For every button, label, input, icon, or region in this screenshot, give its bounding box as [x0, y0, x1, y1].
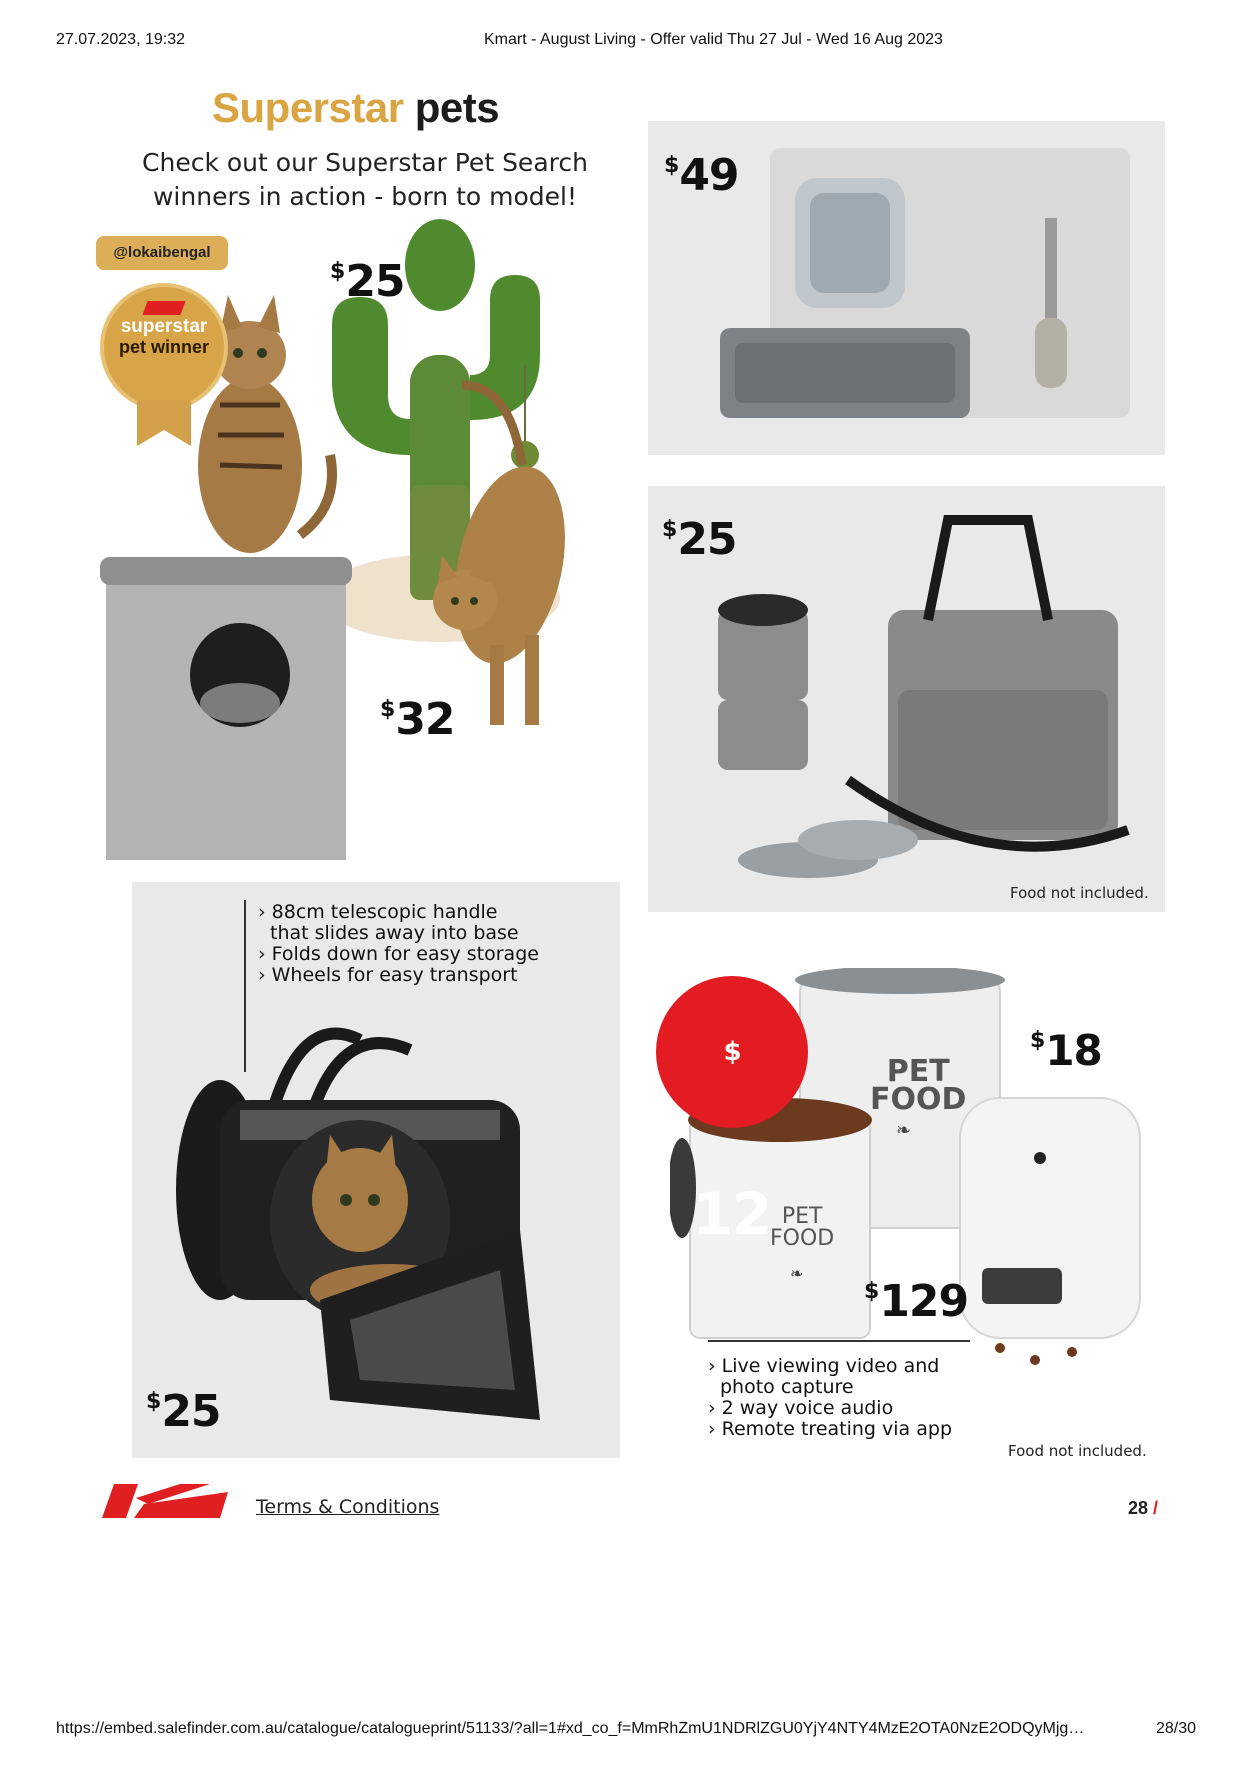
- price-pet-camera-feeder: $129: [864, 1276, 969, 1327]
- catalogue-page-number-value: 28: [1128, 1498, 1149, 1518]
- small-tin-label-line-2: FOOD: [770, 1226, 835, 1251]
- large-tin-label-line-1: PET: [886, 1054, 950, 1089]
- page-subtitle: Check out our Superstar Pet Search winners in action - born to model!: [142, 148, 588, 211]
- feeder-note: Food not included.: [1008, 1442, 1147, 1460]
- sale-price-value: 12: [692, 1180, 772, 1248]
- print-title: Kmart - August Living - Offer valid Thu 27 Jul - Wed 16 Aug 2023: [484, 31, 943, 48]
- price-travel-bag-value: 25: [677, 514, 737, 565]
- price-large-tin-value: 18: [1045, 1026, 1102, 1075]
- price-cat-ottoman: $32: [380, 694, 455, 745]
- price-litter-box: $49: [664, 150, 739, 201]
- feeder-feature-leader: [708, 1340, 970, 1342]
- litter-box-illustration: [700, 138, 1140, 438]
- badge-line-2: pet winner: [118, 337, 209, 357]
- page-number-slash: /: [1153, 1498, 1159, 1518]
- pet-carrier-illustration: [160, 1020, 620, 1450]
- small-tin-label-line-1: PET: [781, 1204, 823, 1229]
- price-travel-bag: $25: [662, 514, 737, 565]
- feeder-feature-1: › Live viewing video and: [708, 1355, 940, 1377]
- price-carrier-value: 25: [161, 1386, 221, 1437]
- sale-price-roundel: $ 12: [656, 976, 808, 1128]
- badge-ribbon: [137, 400, 191, 446]
- badge-line-1: superstar: [120, 316, 208, 337]
- terms-and-conditions-link[interactable]: Terms & Conditions: [256, 1496, 440, 1518]
- travel-bag-note: Food not included.: [1010, 884, 1149, 902]
- page-title: [212, 84, 499, 132]
- carrier-feature-3: › Folds down for easy storage: [258, 943, 539, 965]
- feeder-feature-3: › 2 way voice audio: [708, 1397, 894, 1419]
- title-part-2: pets: [414, 84, 500, 131]
- price-large-tin: $18: [1030, 1026, 1102, 1075]
- price-carrier: $25: [146, 1386, 221, 1437]
- travel-bag-illustration: [688, 500, 1148, 890]
- carrier-feature-4: › Wheels for easy transport: [258, 964, 518, 986]
- kmart-mini-logo: [142, 301, 185, 315]
- feeder-feature-2: photo capture: [720, 1376, 854, 1398]
- large-tin-label-line-2: FOOD: [870, 1082, 967, 1117]
- kmart-logo: [100, 1482, 230, 1520]
- catalogue-page-number: [1128, 1498, 1158, 1519]
- price-pet-camera-feeder-value: 129: [879, 1276, 969, 1327]
- price-cat-ottoman-value: 32: [395, 694, 455, 745]
- print-page-count: 28/30: [1156, 1720, 1197, 1737]
- print-datetime: 27.07.2023, 19:32: [56, 31, 186, 48]
- paw-icon: ❧: [896, 1120, 912, 1141]
- carrier-feature-2: that slides away into base: [270, 922, 519, 944]
- instagram-handle-tag: @lokaibengal: [96, 236, 228, 270]
- title-part-1: Superstar: [212, 84, 404, 131]
- superstar-badge-icon: [100, 283, 228, 411]
- price-litter-box-value: 49: [679, 150, 739, 201]
- price-cactus-scratcher: $25: [330, 256, 405, 307]
- print-url: https://embed.salefinder.com.au/catalogue/catalogueprint/51133/?all=1#xd_co_f=MmRhZmU1NDRlZGU0YjY4NTY4MzE2OTA0NzE2ODQyMjg…: [56, 1720, 1085, 1737]
- feeder-feature-list: [708, 1356, 952, 1440]
- paw-icon-small: ❧: [790, 1264, 804, 1283]
- carrier-feature-list: [258, 902, 539, 986]
- large-tin-label: [870, 1054, 967, 1117]
- feeder-feature-4: › Remote treating via app: [708, 1418, 953, 1440]
- price-cactus-scratcher-value: 25: [345, 256, 405, 307]
- carrier-feature-1: › 88cm telescopic handle: [258, 901, 498, 923]
